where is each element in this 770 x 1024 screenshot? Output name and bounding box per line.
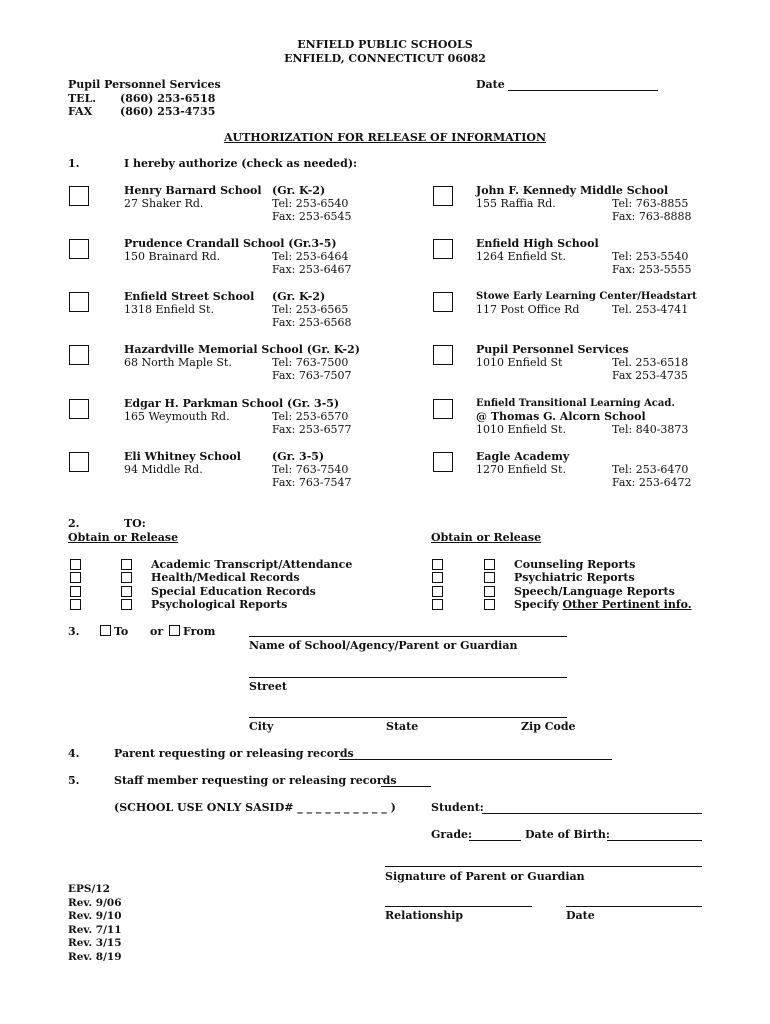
from-checkbox[interactable] bbox=[169, 625, 180, 636]
zip-label: Zip Code bbox=[521, 720, 576, 733]
record-checkbox[interactable] bbox=[484, 572, 495, 583]
school-address: 150 Brainard Rd. bbox=[124, 250, 221, 263]
revision-line: Rev. 9/06 bbox=[68, 896, 122, 909]
signature-label: Signature of Parent or Guardian bbox=[385, 870, 585, 883]
school-name: Edgar H. Parkman School (Gr. 3-5) bbox=[124, 397, 340, 410]
relationship-field[interactable] bbox=[385, 906, 532, 907]
section1-prompt: I hereby authorize (check as needed): bbox=[124, 157, 358, 170]
record-label: Special Education Records bbox=[151, 585, 316, 598]
school-grade: (Gr. K-2) bbox=[272, 290, 326, 303]
org-address: ENFIELD, CONNECTICUT 06082 bbox=[284, 52, 486, 65]
school-checkbox[interactable] bbox=[69, 345, 89, 365]
school-address: 155 Raffia Rd. bbox=[476, 197, 556, 210]
school-checkbox[interactable] bbox=[433, 345, 453, 365]
school-grade: (Gr. K-2) bbox=[272, 184, 326, 197]
school-fax: Fax 253-4735 bbox=[612, 369, 688, 382]
school-fax: Fax: 253-6545 bbox=[272, 210, 352, 223]
specify-label: Specify bbox=[514, 598, 563, 611]
obtain-release-checkbox[interactable] bbox=[70, 599, 81, 610]
or-label: or bbox=[150, 625, 164, 638]
school-tel: Tel: 253-6540 bbox=[272, 197, 349, 210]
school-tel: Tel: 763-7500 bbox=[272, 356, 349, 369]
school-address: 27 Shaker Rd. bbox=[124, 197, 204, 210]
school-tel: Tel: 840-3873 bbox=[612, 423, 689, 436]
school-grade: (Gr. 3-5) bbox=[272, 450, 325, 463]
record-label: Academic Transcript/Attendance bbox=[151, 558, 353, 571]
tel-number: (860) 253-6518 bbox=[120, 92, 216, 105]
section2-number: 2. bbox=[68, 517, 80, 530]
grade-field[interactable] bbox=[469, 840, 521, 841]
record-checkbox[interactable] bbox=[121, 559, 132, 570]
section1-number: 1. bbox=[68, 157, 80, 170]
relationship-label: Relationship bbox=[385, 909, 464, 922]
date-label: Date bbox=[476, 78, 505, 91]
school-address: 1264 Enfield St. bbox=[476, 250, 566, 263]
record-label: Psychiatric Reports bbox=[514, 571, 635, 584]
school-fax: Fax: 763-7507 bbox=[272, 369, 352, 382]
school-checkbox[interactable] bbox=[433, 186, 453, 206]
school-checkbox[interactable] bbox=[433, 239, 453, 259]
obtain-release-checkbox[interactable] bbox=[432, 572, 443, 583]
revision-line: EPS/12 bbox=[68, 883, 110, 895]
school-checkbox[interactable] bbox=[69, 399, 89, 419]
fax-label: FAX bbox=[68, 105, 93, 118]
school-address: 1270 Enfield St. bbox=[476, 463, 566, 476]
school-name-line2: @ Thomas G. Alcorn School bbox=[476, 410, 646, 423]
obtain-release-header-right: Obtain or Release bbox=[431, 531, 542, 544]
record-checkbox[interactable] bbox=[484, 559, 495, 570]
record-checkbox[interactable] bbox=[484, 586, 495, 597]
school-name: Pupil Personnel Services bbox=[476, 343, 629, 356]
section4-number: 4. bbox=[68, 747, 80, 760]
school-tel: Tel: 763-8855 bbox=[612, 197, 689, 210]
to-checkbox[interactable] bbox=[100, 625, 111, 636]
school-name: Henry Barnard School bbox=[124, 184, 262, 197]
school-checkbox[interactable] bbox=[69, 239, 89, 259]
school-fax: Fax: 253-5555 bbox=[612, 263, 692, 276]
to-label: To bbox=[114, 625, 129, 638]
obtain-release-checkbox[interactable] bbox=[432, 586, 443, 597]
tel-label: TEL. bbox=[68, 92, 97, 105]
obtain-release-checkbox[interactable] bbox=[70, 572, 81, 583]
school-address: 117 Post Office Rd bbox=[476, 303, 580, 316]
section3-number: 3. bbox=[68, 625, 80, 638]
school-name: John F. Kennedy Middle School bbox=[476, 184, 669, 197]
school-fax: Fax: 253-6568 bbox=[272, 316, 352, 329]
school-address: 94 Middle Rd. bbox=[124, 463, 203, 476]
street-label: Street bbox=[249, 680, 287, 693]
record-label: Health/Medical Records bbox=[151, 571, 300, 584]
school-checkbox[interactable] bbox=[433, 292, 453, 312]
signature-date-label: Date bbox=[566, 909, 595, 922]
school-address: 1010 Enfield St. bbox=[476, 423, 566, 436]
signature-date-field[interactable] bbox=[566, 906, 702, 907]
obtain-release-checkbox[interactable] bbox=[70, 586, 81, 597]
school-checkbox[interactable] bbox=[69, 292, 89, 312]
school-name: Prudence Crandall School (Gr.3-5) bbox=[124, 237, 337, 250]
record-checkbox[interactable] bbox=[484, 599, 495, 610]
state-label: State bbox=[386, 720, 419, 733]
school-tel: Tel. 253-6518 bbox=[612, 356, 689, 369]
school-name: Eli Whitney School bbox=[124, 450, 241, 463]
parent-requesting-field[interactable] bbox=[339, 759, 612, 760]
section2-to: TO: bbox=[124, 517, 146, 530]
school-tel: Tel: 253-5540 bbox=[612, 250, 689, 263]
form-title: AUTHORIZATION FOR RELEASE OF INFORMATION bbox=[223, 131, 547, 144]
school-name: Enfield Street School bbox=[124, 290, 255, 303]
sasid-label: (SCHOOL USE ONLY SASID# _ _ _ _ _ _ _ _ _ _ ) bbox=[114, 801, 396, 814]
school-name: Hazardville Memorial School (Gr. K-2) bbox=[124, 343, 360, 356]
city-state-zip-field[interactable] bbox=[249, 717, 567, 718]
name-label: Name of School/Agency/Parent or Guardian bbox=[249, 639, 518, 652]
staff-requesting-label: Staff member requesting or releasing records bbox=[114, 774, 397, 787]
revision-line: Rev. 9/10 bbox=[68, 910, 122, 922]
student-field[interactable] bbox=[482, 813, 702, 814]
record-label: Psychological Reports bbox=[151, 598, 288, 611]
school-name: Enfield High School bbox=[476, 237, 599, 250]
school-name: Enfield Transitional Learning Acad. bbox=[476, 398, 675, 409]
dob-label: Date of Birth: bbox=[525, 828, 610, 841]
section5-number: 5. bbox=[68, 774, 80, 787]
school-address: 1318 Enfield St. bbox=[124, 303, 214, 316]
dob-field[interactable] bbox=[607, 840, 702, 841]
school-tel: Tel. 253-4741 bbox=[612, 303, 689, 316]
school-address: 1010 Enfield St bbox=[476, 356, 563, 369]
school-name: Stowe Early Learning Center/Headstart bbox=[476, 291, 697, 302]
name-field[interactable] bbox=[249, 636, 567, 637]
obtain-release-header-left: Obtain or Release bbox=[68, 531, 179, 544]
record-checkbox[interactable] bbox=[121, 586, 132, 597]
school-tel: Tel: 253-6470 bbox=[612, 463, 689, 476]
school-address: 68 North Maple St. bbox=[124, 356, 232, 369]
school-fax: Fax: 763-7547 bbox=[272, 476, 352, 489]
record-label: Counseling Reports bbox=[514, 558, 636, 571]
staff-requesting-field[interactable] bbox=[381, 786, 431, 787]
school-tel: Tel: 253-6570 bbox=[272, 410, 349, 423]
org-name: ENFIELD PUBLIC SCHOOLS bbox=[297, 38, 473, 51]
school-checkbox[interactable] bbox=[433, 399, 453, 419]
obtain-release-checkbox[interactable] bbox=[432, 559, 443, 570]
school-checkbox[interactable] bbox=[69, 452, 89, 472]
grade-label: Grade: bbox=[431, 828, 473, 841]
other-pertinent-info-label: Other Pertinent info. bbox=[562, 598, 692, 611]
revision-line: Rev. 7/11 bbox=[68, 923, 122, 936]
school-address: 165 Weymouth Rd. bbox=[124, 410, 230, 423]
student-label: Student: bbox=[431, 801, 484, 814]
school-fax: Fax: 253-6472 bbox=[612, 476, 692, 489]
record-checkbox[interactable] bbox=[121, 599, 132, 610]
school-tel: Tel: 763-7540 bbox=[272, 463, 349, 476]
record-checkbox[interactable] bbox=[121, 572, 132, 583]
record-label: Speech/Language Reports bbox=[514, 585, 675, 598]
school-checkbox[interactable] bbox=[69, 186, 89, 206]
street-field[interactable] bbox=[249, 677, 567, 678]
date-field[interactable] bbox=[508, 90, 658, 91]
signature-field[interactable] bbox=[385, 866, 702, 867]
specify-record bbox=[514, 598, 692, 611]
school-fax: Fax: 253-6467 bbox=[272, 263, 352, 276]
school-tel: Tel: 253-6565 bbox=[272, 303, 349, 316]
fax-number: (860) 253-4735 bbox=[120, 105, 216, 118]
city-label: City bbox=[249, 720, 274, 733]
school-name: Eagle Academy bbox=[476, 450, 570, 463]
revision-line: Rev. 3/15 bbox=[68, 937, 122, 949]
school-fax: Fax: 763-8888 bbox=[612, 210, 692, 223]
obtain-release-checkbox[interactable] bbox=[70, 559, 81, 570]
obtain-release-checkbox[interactable] bbox=[432, 599, 443, 610]
revision-line: Rev. 8/19 bbox=[68, 950, 122, 963]
school-tel: Tel: 253-6464 bbox=[272, 250, 349, 263]
dept-name: Pupil Personnel Services bbox=[68, 78, 221, 91]
from-label: From bbox=[183, 625, 216, 638]
parent-requesting-label: Parent requesting or releasing records bbox=[114, 747, 354, 760]
school-fax: Fax: 253-6577 bbox=[272, 423, 352, 436]
school-checkbox[interactable] bbox=[433, 452, 453, 472]
